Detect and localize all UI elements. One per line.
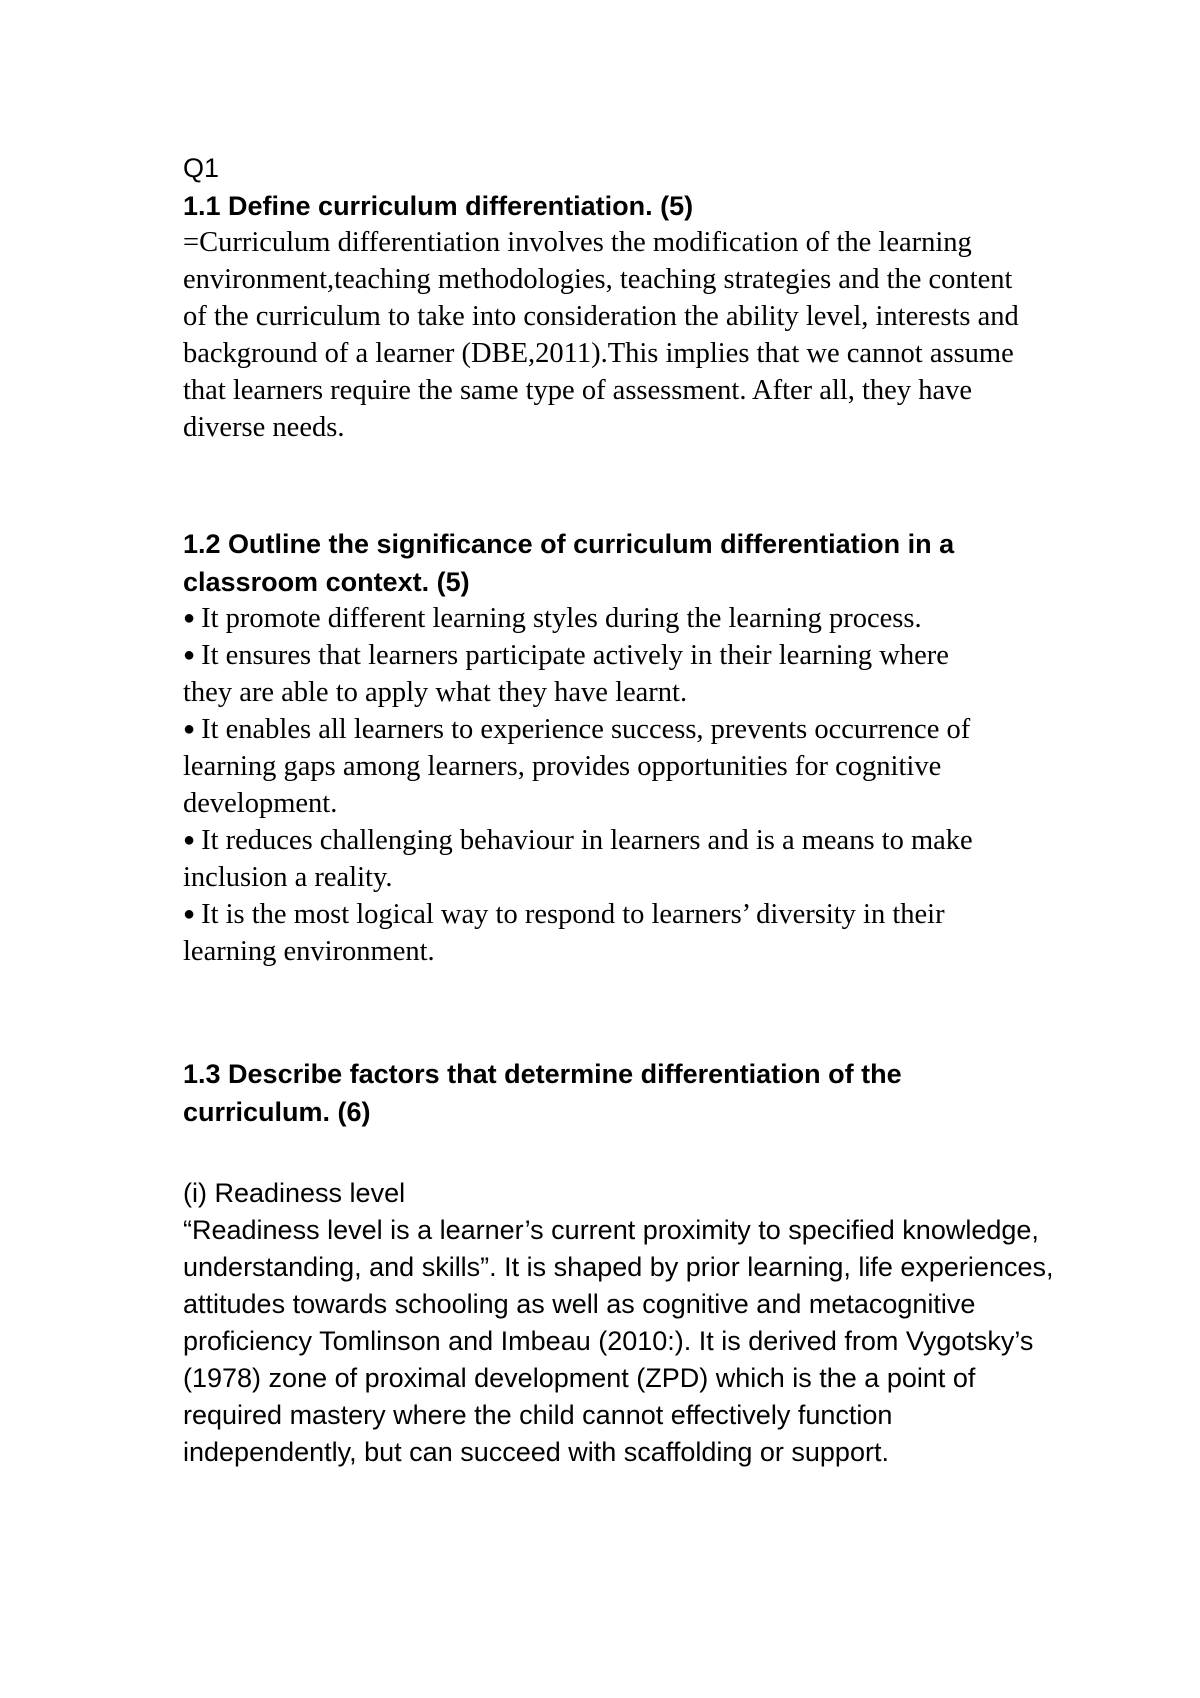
- bullet-icon: ●: [183, 644, 196, 666]
- bullet-text: It reduces challenging behaviour in learners and is a means to make inclusion a reality.: [183, 825, 973, 893]
- question-label: Q1: [183, 153, 220, 183]
- bullet-text: It enables all learners to experience success, prevents occurrence of learning gaps among learners, provides opportunities for cognitive development.: [183, 714, 971, 819]
- bullet-text: It promote different learning styles during the learning process.: [201, 603, 922, 634]
- heading-1-3: 1.3 Describe factors that determine differentiation of the curriculum. (6): [183, 1059, 902, 1127]
- bullet-text: It is the most logical way to respond to learners’ diversity in their learning environment.: [183, 899, 945, 967]
- bullet-list-1-2: [183, 600, 1003, 970]
- bullet-item: [183, 637, 1003, 711]
- bullet-item: [183, 896, 1003, 970]
- factor-text: “Readiness level is a learner’s current proximity to specified knowledge, understanding, and skills”. It is shaped by prior learning, life experiences, attitudes towards schooling as well as cognitive and metacognitive proficiency Tomlinson and Imbeau (2010:). It is derived from Vygotsky’s (1978) zone of proximal development (ZPD) which is the a point of required mastery where the child cannot effectively function independently, but can succeed with scaffolding or support.: [183, 1215, 1054, 1467]
- bullet-item: [183, 600, 1003, 637]
- bullet-icon: ●: [183, 903, 196, 925]
- bullet-icon: ●: [183, 829, 196, 851]
- bullet-item: [183, 711, 1003, 822]
- bullet-text: It ensures that learners participate actively in their learning where they are able to apply what they have learnt.: [183, 640, 949, 708]
- bullet-icon: ●: [183, 718, 196, 740]
- heading-1-2: 1.2 Outline the significance of curriculum differentiation in a classroom context. (5): [183, 529, 955, 597]
- bullet-item: [183, 822, 1003, 896]
- bullet-icon: ●: [183, 607, 196, 629]
- answer-1-1: =Curriculum differentiation involves the modification of the learning environment,teaching methodologies, teaching strategies and the content of the curriculum to take into consideration the ability level, interests and background of a learner (DBE,2011).This implies that we cannot assume that learners require the same type of assessment. After all, they have diverse needs.: [183, 227, 1019, 443]
- factor-title: (i) Readiness level: [183, 1178, 406, 1208]
- heading-1-1: 1.1 Define curriculum differentiation. (5): [183, 191, 694, 221]
